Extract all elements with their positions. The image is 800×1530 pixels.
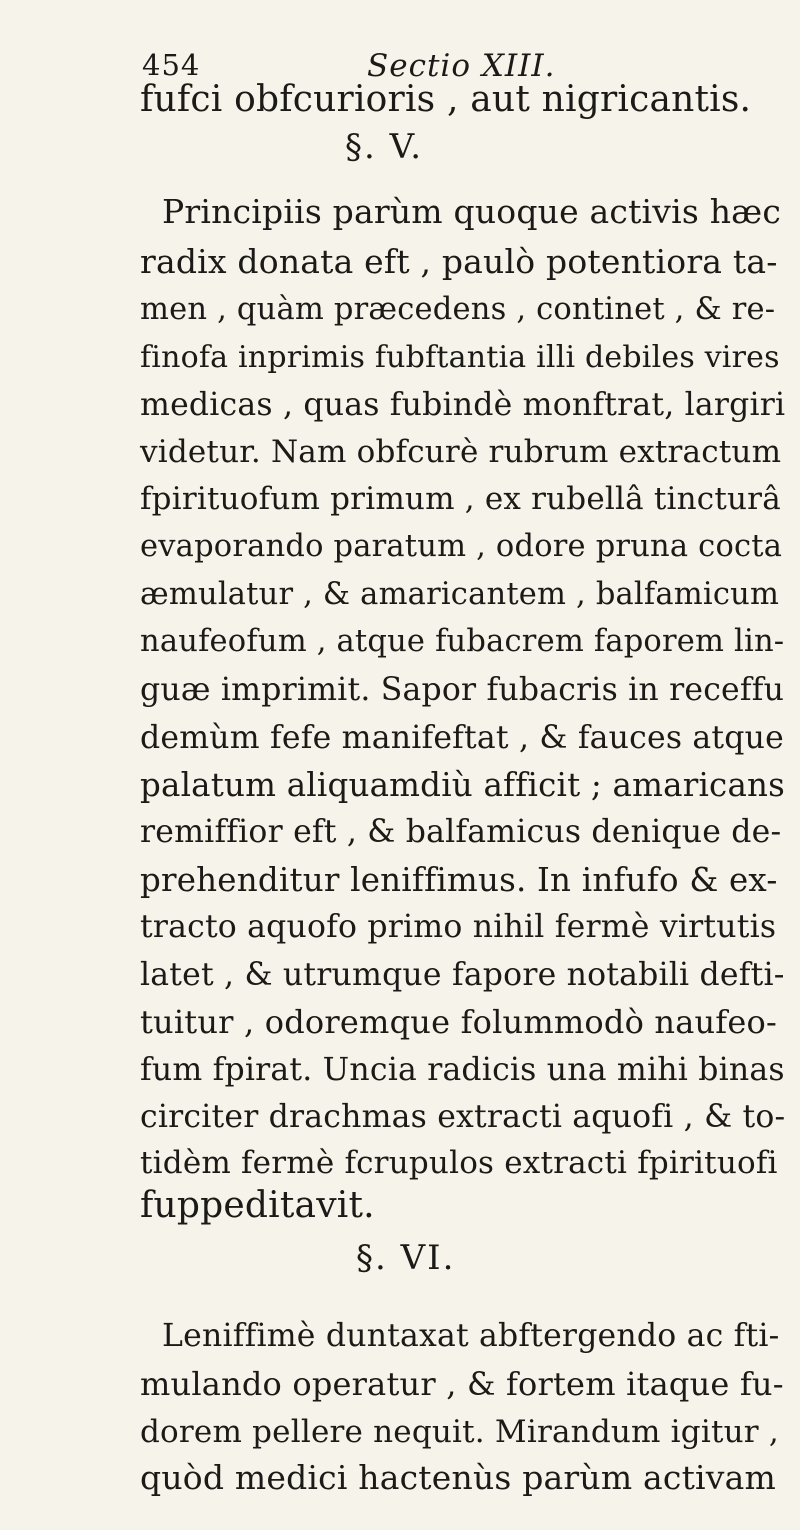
- text-line: palatum aliquamdiù afficit ; amaricans: [140, 766, 786, 804]
- text-line: finofa inprimis fubftantia illi debiles vires: [140, 340, 780, 375]
- text-line: radix donata eft , paulò potentiora ta-: [140, 242, 778, 281]
- text-line: Principiis parùm quoque activis hæc: [162, 192, 782, 231]
- text-line: men , quàm præcedens , continet , & re-: [140, 292, 776, 327]
- text-line: tuitur , odoremque folummodò naufeo-: [140, 1003, 777, 1041]
- page-number: 454: [142, 48, 201, 82]
- text-line: æmulatur , & amaricantem , balfamicum: [140, 577, 780, 612]
- text-line: videtur. Nam obfcurè rubrum extractum: [140, 434, 782, 470]
- text-line: fpirituofum primum , ex rubellâ tincturâ: [140, 481, 781, 517]
- text-line: Leniffimè duntaxat abftergendo ac fti-: [162, 1318, 780, 1354]
- running-head: Sectio XIII.: [367, 48, 556, 84]
- text-line: fuppeditavit.: [140, 1185, 375, 1226]
- text-line: tracto aquofo primo nihil fermè virtutis: [140, 909, 777, 945]
- text-line: prehenditur leniffimus. In infufo & ex-: [140, 861, 778, 899]
- text-line: quòd medici hactenùs parùm activam: [140, 1458, 777, 1497]
- text-line: fufci obfcurioris , aut nigricantis.: [140, 79, 752, 120]
- text-line: fum fpirat. Uncia radicis una mihi binas: [140, 1052, 785, 1088]
- text-line: dorem pellere nequit. Mirandum igitur ,: [140, 1414, 779, 1450]
- text-line: tidèm fermè fcrupulos extracti fpirituofi: [140, 1145, 778, 1181]
- text-line: evaporando paratum , odore pruna cocta: [140, 529, 783, 564]
- text-line: medicas , quas fubindè monftrat, largiri: [140, 387, 786, 423]
- text-line: remiffior eft , & balfamicus denique de-: [140, 814, 782, 850]
- text-line: demùm fefe manifeftat , & fauces atque: [140, 720, 784, 756]
- text-line: naufeofum , atque fubacrem faporem lin-: [140, 624, 785, 659]
- section-heading-v: §. V.: [345, 127, 424, 167]
- text-line: circiter drachmas extracti aquofi , & to-: [140, 1099, 786, 1135]
- text-line: guæ imprimit. Sapor fubacris in receffu: [140, 672, 785, 708]
- section-heading-vi: §. VI.: [356, 1238, 456, 1278]
- text-line: mulando operatur , & fortem itaque fu-: [140, 1365, 784, 1403]
- text-line: latet , & utrumque fapore notabili defti-: [140, 957, 785, 993]
